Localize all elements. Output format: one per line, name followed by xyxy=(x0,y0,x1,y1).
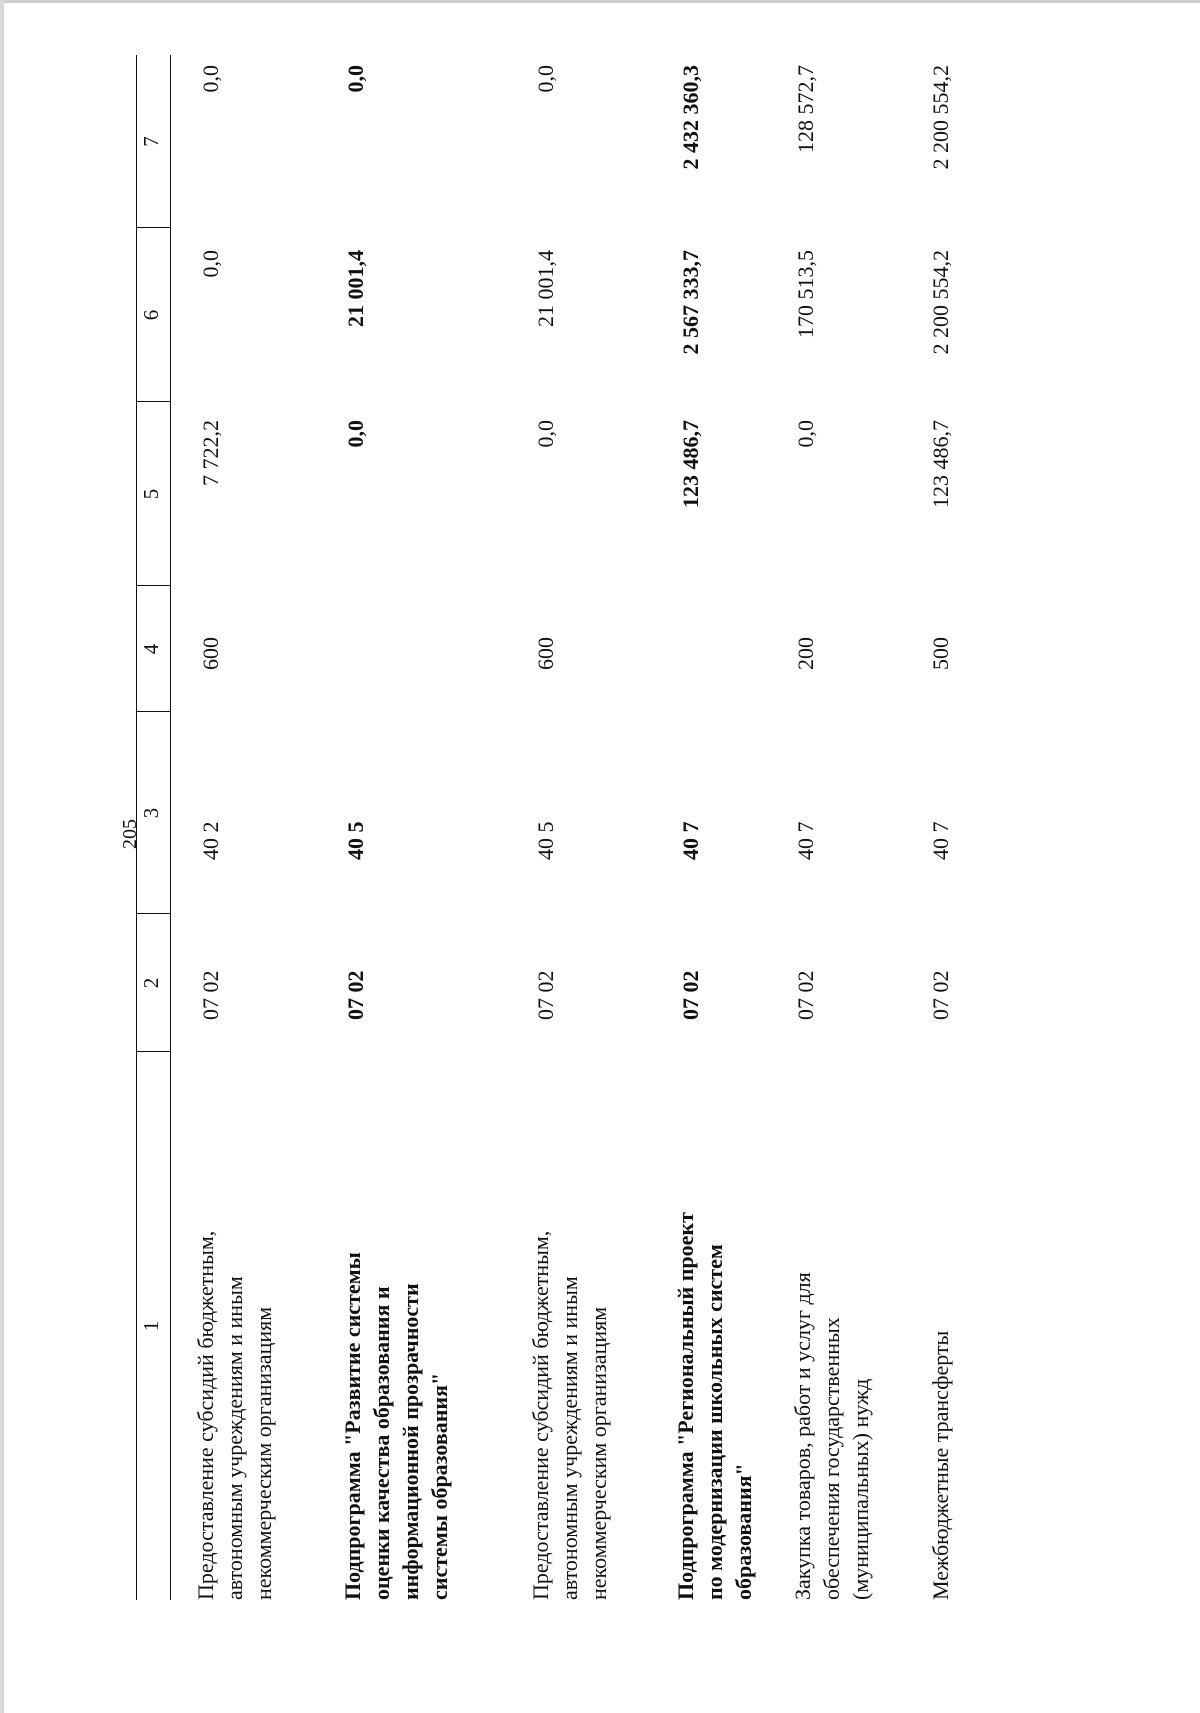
row-value-col6: 0,0 xyxy=(198,250,223,278)
row-description: Подпрограмма "Региональный проект по модернизации школьных систем образования" xyxy=(673,1212,756,1600)
row-expense-type: 500 xyxy=(928,637,953,670)
row-program-code: 40 5 xyxy=(343,821,368,860)
row-value-col7: 0,0 xyxy=(533,65,558,93)
row-description: Закупка товаров, работ и услуг для обеспечения государственных (муниципальных) нужд xyxy=(790,1272,873,1600)
row-value-col6: 170 513,5 xyxy=(793,250,818,338)
table-header-rule xyxy=(170,55,171,1600)
row-program-code: 40 5 xyxy=(533,821,558,860)
row-value-col7: 0,0 xyxy=(198,65,223,93)
row-section-code: 07 02 xyxy=(793,970,818,1020)
row-expense-type: 600 xyxy=(198,637,223,670)
row-program-code: 40 7 xyxy=(928,821,953,860)
row-expense-type: 600 xyxy=(533,637,558,670)
row-value-col7: 2 432 360,3 xyxy=(678,65,703,170)
row-section-code: 07 02 xyxy=(343,970,368,1020)
row-value-col7: 0,0 xyxy=(343,65,368,93)
row-description: Предоставление субсидий бюджетным, автономным учреждениям и иным некоммерческим организациям xyxy=(528,1230,611,1600)
row-value-col5: 0,0 xyxy=(343,420,368,448)
row-value-col5: 0,0 xyxy=(793,420,818,448)
table-top-rule xyxy=(136,55,137,1600)
budget-table xyxy=(136,55,1041,1600)
row-section-code: 07 02 xyxy=(928,970,953,1020)
row-value-col6: 21 001,4 xyxy=(533,250,558,327)
row-section-code: 07 02 xyxy=(198,970,223,1020)
row-expense-type: 200 xyxy=(793,637,818,670)
row-value-col5: 123 486,7 xyxy=(678,420,703,508)
scan-edge-top xyxy=(0,0,1200,3)
column-header-1: 1 xyxy=(139,1320,163,1332)
column-header-5: 5 xyxy=(139,488,163,500)
row-section-code: 07 02 xyxy=(678,970,703,1020)
column-header-3: 3 xyxy=(139,807,163,819)
row-program-code: 40 2 xyxy=(198,821,223,860)
row-value-col5: 123 486,7 xyxy=(928,420,953,508)
column-header-4: 4 xyxy=(139,643,163,655)
row-value-col6: 2 200 554,2 xyxy=(928,250,953,355)
row-value-col7: 2 200 554,2 xyxy=(928,65,953,170)
scan-edge-left xyxy=(0,0,4,1713)
row-value-col7: 128 572,7 xyxy=(793,65,818,153)
row-value-col6: 21 001,4 xyxy=(343,250,368,327)
row-program-code: 40 7 xyxy=(793,821,818,860)
page-number: 205 xyxy=(119,819,141,849)
column-header-7: 7 xyxy=(139,136,163,147)
column-header-2: 2 xyxy=(139,977,163,989)
row-value-col6: 2 567 333,7 xyxy=(678,250,703,355)
row-value-col5: 0,0 xyxy=(533,420,558,448)
row-description: Предоставление субсидий бюджетным, автономным учреждениям и иным некоммерческим организациям xyxy=(193,1230,276,1600)
column-header-6: 6 xyxy=(139,309,163,321)
row-program-code: 40 7 xyxy=(678,821,703,860)
row-value-col5: 7 722,2 xyxy=(198,420,223,486)
row-description: Подпрограмма "Развитие системы оценки качества образования и информационной прозрачности системы образования" xyxy=(340,1252,452,1600)
row-description: Межбюджетные трансферты xyxy=(928,1330,953,1600)
row-section-code: 07 02 xyxy=(533,970,558,1020)
